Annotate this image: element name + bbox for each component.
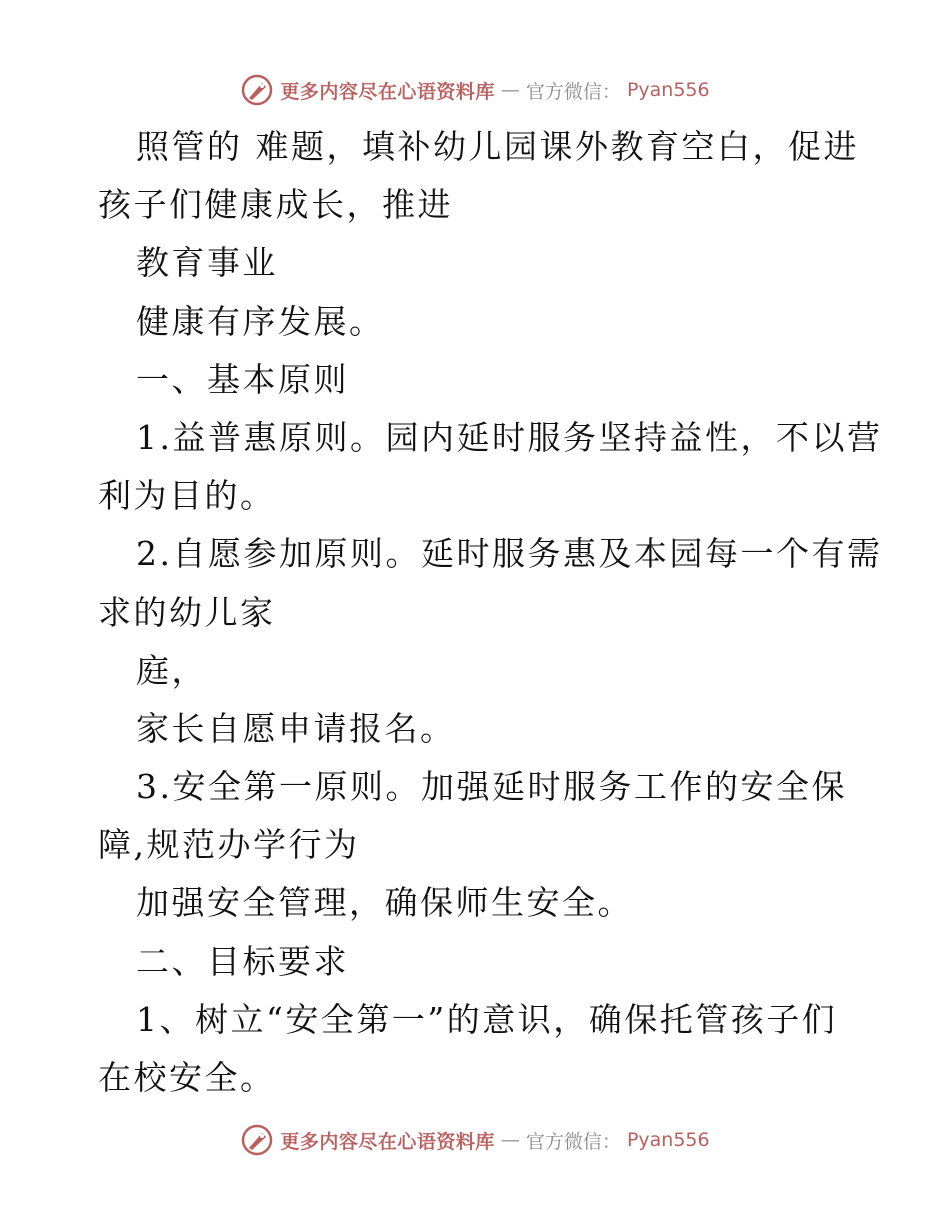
- body-line: 1、树立“安全第一”的意识，确保托管孩子们: [136, 999, 838, 1039]
- watermark-brand-text: 更多内容尽在心语资料库: [280, 80, 495, 103]
- body-line: 加强安全管理，确保师生安全。: [136, 883, 633, 923]
- document-body: [98, 118, 883, 1107]
- body-line: 利为目的。: [98, 476, 276, 516]
- body-line: 孩子们健康成长，推进: [98, 185, 453, 225]
- watermark-separator: —: [500, 79, 520, 101]
- body-line: 庭，: [136, 650, 207, 690]
- body-line: 家长自愿申请报名。: [136, 708, 456, 748]
- section-heading: 一、基本原则: [136, 359, 349, 399]
- watermark-official-label: 官方微信：: [525, 80, 621, 103]
- body-line: 健康有序发展。: [136, 301, 385, 341]
- watermark-separator: —: [500, 1129, 520, 1151]
- footer-watermark: [0, 1120, 950, 1160]
- watermark-brand-text: 更多内容尽在心语资料库: [280, 1130, 495, 1153]
- body-line: 障,规范办学行为: [98, 825, 360, 865]
- body-line: 3.安全第一原则。加强延时服务工作的安全保: [136, 767, 847, 807]
- watermark-official-label: 官方微信：: [525, 1130, 621, 1153]
- body-line: 求的幼儿家: [98, 592, 276, 632]
- watermark-wechat-id: Pyan556: [626, 79, 710, 101]
- pen-nib-logo-icon: [240, 73, 274, 107]
- pen-nib-logo-icon: [240, 1123, 274, 1157]
- header-watermark: [0, 70, 950, 110]
- body-line: 照管的 难题，填补幼儿园课外教育空白，促进: [136, 127, 859, 166]
- section-heading: 二、目标要求: [136, 941, 349, 981]
- body-line: 1.益普惠原则。园内延时服务坚持益性，不以营: [136, 417, 883, 457]
- body-line: 教育事业: [136, 243, 278, 283]
- body-line: 2.自愿参加原则。延时服务惠及本园每一个有需: [136, 534, 883, 574]
- watermark-wechat-id: Pyan556: [626, 1129, 710, 1151]
- body-line: 在校安全。: [98, 1058, 276, 1097]
